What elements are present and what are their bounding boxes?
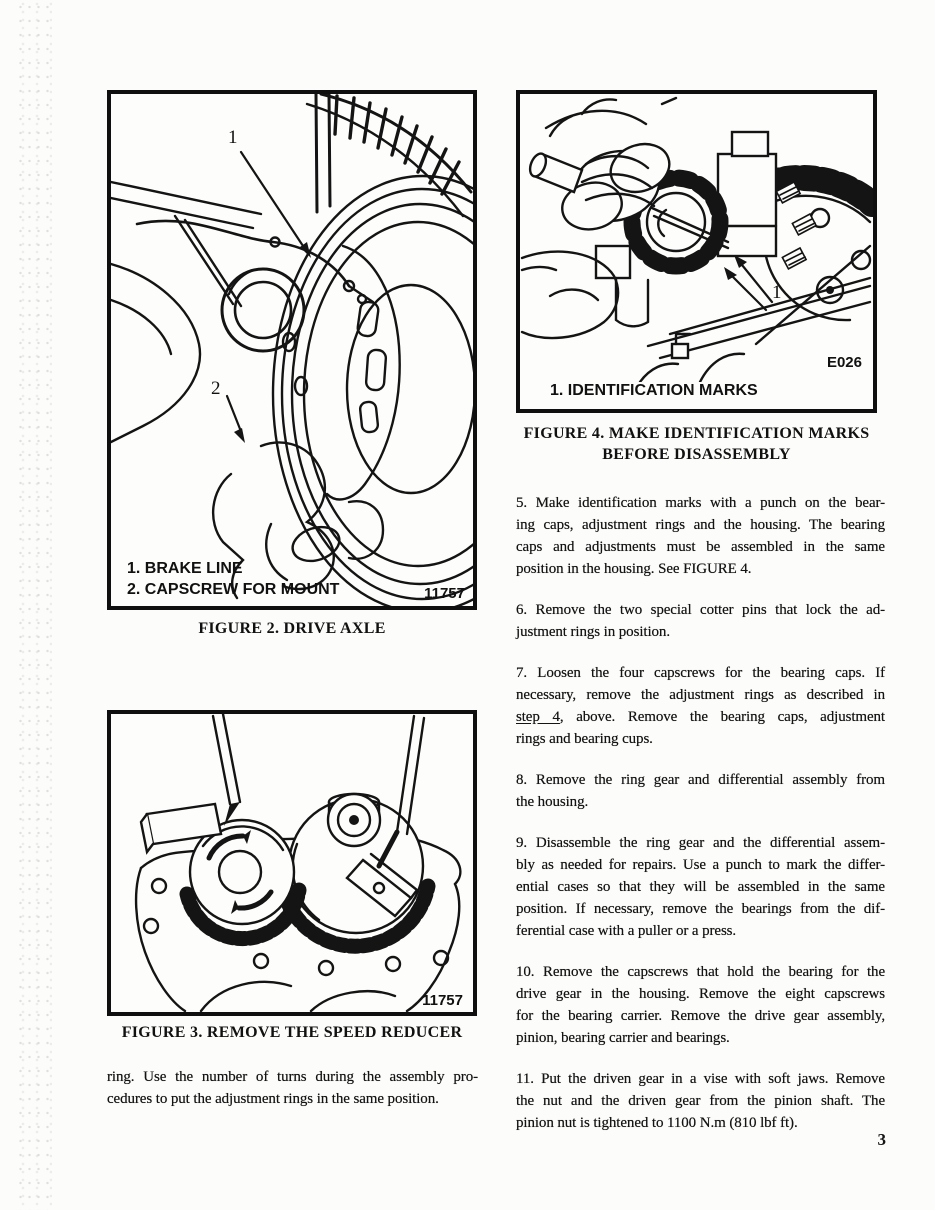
text-line: drive gear in the housing. Remove the eight capscrews bbox=[516, 986, 885, 1002]
figure3-box bbox=[107, 710, 477, 1016]
text-line: 5. Make identification marks with a punch on the bear- bbox=[516, 495, 885, 511]
text-line bbox=[516, 706, 885, 728]
step-11-paragraph bbox=[516, 1068, 885, 1134]
step-6-paragraph bbox=[516, 599, 885, 643]
text-line: 6. Remove the two special cotter pins that lock the ad- bbox=[516, 602, 885, 618]
scan-noise bbox=[16, 0, 52, 1210]
step-8-paragraph bbox=[516, 769, 885, 813]
step4-reference: step 4 bbox=[516, 709, 560, 725]
figure3-drawing bbox=[111, 714, 473, 1012]
figure4-caption-line-1: FIGURE 4. MAKE IDENTIFICATION MARKS bbox=[523, 425, 870, 442]
figure4-legend-line-1: 1. IDENTIFICATION MARKS bbox=[550, 382, 758, 399]
figure4-callout-1: 1 bbox=[772, 282, 782, 303]
figure2-callout-2: 2 bbox=[211, 378, 221, 399]
figure4-caption bbox=[516, 423, 877, 465]
text-line: pinion, bearing carrier and bearings. bbox=[516, 1030, 730, 1046]
left-column-text bbox=[107, 1066, 478, 1129]
text-line: 8. Remove the ring gear and differential assembly from bbox=[516, 772, 885, 788]
figure2-legend-line-1: 1. BRAKE LINE bbox=[127, 560, 243, 577]
text-line: position in the housing. See FIGURE 4. bbox=[516, 561, 752, 577]
text-line: the housing. bbox=[516, 794, 589, 810]
step-10-paragraph bbox=[516, 961, 885, 1049]
figure4-caption-line-2: BEFORE DISASSEMBLY bbox=[602, 446, 791, 463]
figure4-drawing bbox=[520, 94, 873, 382]
step-9-paragraph bbox=[516, 832, 885, 942]
text-line: bly as needed for repairs. Use a punch to mark the differ- bbox=[516, 857, 885, 873]
text-line: ential cases so that they will be assembled in the same bbox=[516, 879, 885, 895]
text-line: pinion nut is tightened to 1100 N.m (810 lbf ft). bbox=[516, 1115, 798, 1131]
text-line: caps and adjustments must be assembled in the same bbox=[516, 539, 885, 555]
text-line: 7. Loosen the four capscrews for the bearing caps. If bbox=[516, 665, 885, 681]
figure2-caption: FIGURE 2. DRIVE AXLE bbox=[198, 620, 386, 637]
text-span: , above. Remove the bearing caps, adjustment bbox=[559, 709, 885, 725]
text-line: ing caps, adjustment rings and the housing. The bearing bbox=[516, 517, 885, 533]
text-line: ferential case with a puller or a press. bbox=[516, 923, 737, 939]
text-line: cedures to put the adjustment rings in the same position. bbox=[107, 1091, 439, 1107]
figure2-box bbox=[107, 90, 477, 610]
figure2-art-code: 11757 bbox=[424, 585, 465, 602]
continuation-paragraph bbox=[107, 1066, 478, 1110]
text-line: for the bearing carrier. Remove the drive gear assembly, bbox=[516, 1008, 885, 1024]
text-line: the nut and the driven gear from the pinion shaft. The bbox=[516, 1093, 885, 1109]
figure2-drawing bbox=[111, 94, 473, 606]
text-line: necessary, remove the adjustment rings as described in bbox=[516, 687, 885, 703]
text-line: 11. Put the driven gear in a vise with soft jaws. Remove bbox=[516, 1071, 885, 1087]
step-7-paragraph bbox=[516, 662, 885, 750]
text-line: 9. Disassemble the ring gear and the differential assem- bbox=[516, 835, 885, 851]
text-line: rings and bearing cups. bbox=[516, 731, 653, 747]
right-column-text bbox=[516, 492, 885, 1153]
figure2-callout-1: 1 bbox=[228, 127, 238, 148]
figure2-legend-line-2: 2. CAPSCREW FOR MOUNT bbox=[127, 581, 340, 598]
text-line: 10. Remove the capscrews that hold the bearing for the bbox=[516, 964, 885, 980]
text-line: justment rings in position. bbox=[516, 624, 670, 640]
step-5-paragraph bbox=[516, 492, 885, 580]
figure4-art-code: E026 bbox=[826, 354, 862, 371]
figure3-art-code: 11757 bbox=[422, 992, 463, 1009]
figure3-caption: FIGURE 3. REMOVE THE SPEED REDUCER bbox=[121, 1024, 463, 1041]
figure4-box bbox=[516, 90, 877, 413]
page-number: 3 bbox=[877, 1130, 886, 1149]
text-line: position. If necessary, remove the bearings from the dif- bbox=[516, 901, 885, 917]
text-line: ring. Use the number of turns during the assembly pro- bbox=[107, 1069, 478, 1085]
